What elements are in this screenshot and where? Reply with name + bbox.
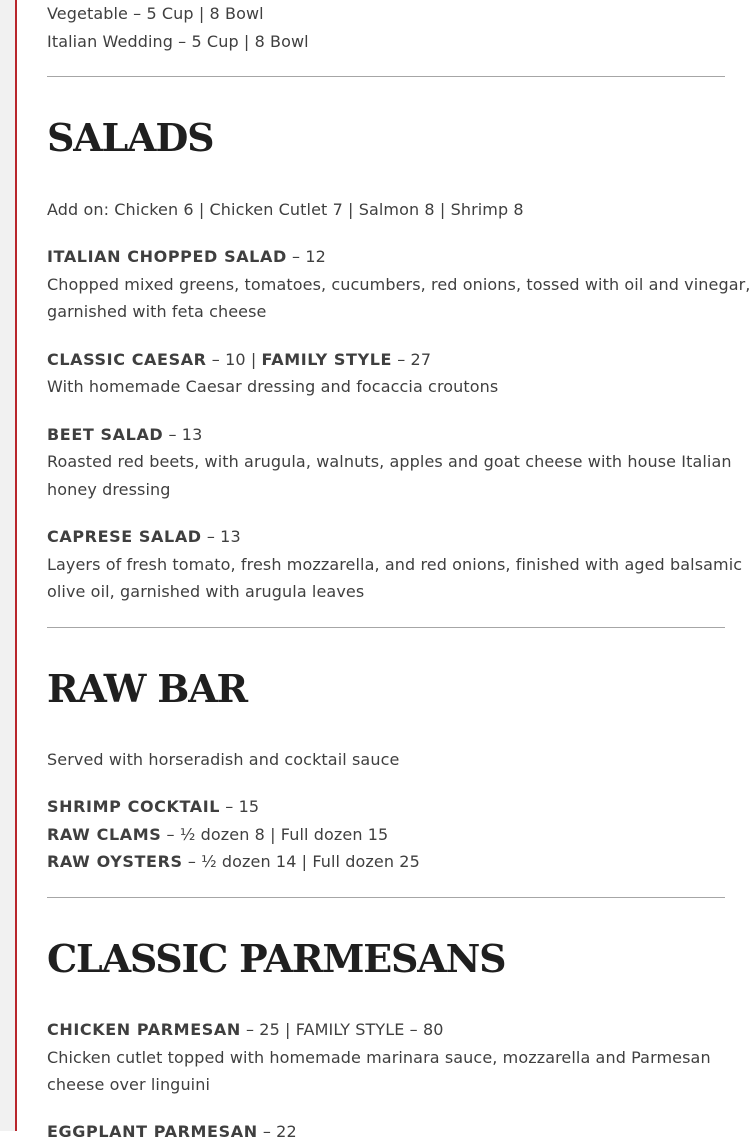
item-description: honey dressing (47, 480, 171, 499)
menu-item-beet-salad (47, 425, 202, 445)
item-price: – 13 (163, 425, 203, 444)
item-price: – ½ dozen 8 | Full dozen 15 (161, 825, 389, 844)
item-description: Chopped mixed greens, tomatoes, cucumbers, red onions, tossed with oil and vinegar, (47, 275, 750, 294)
menu-item-caprese-salad (47, 527, 241, 547)
item-name: RAW OYSTERS (47, 852, 183, 871)
menu-item-vegetable-soup: Vegetable – 5 Cup | 8 Bowl (47, 4, 264, 23)
item-name: SHRIMP COCKTAIL (47, 797, 221, 816)
item-name: EGGPLANT PARMESAN (47, 1122, 258, 1141)
item-price: – 22 (257, 1122, 297, 1141)
menu-item-shrimp-cocktail (47, 797, 259, 817)
item-description: garnished with feta cheese (47, 302, 267, 321)
menu-item-italian-wedding-soup: Italian Wedding – 5 Cup | 8 Bowl (47, 32, 309, 51)
left-gutter (0, 0, 15, 1131)
item-description: With homemade Caesar dressing and focaccia croutons (47, 377, 499, 396)
menu-item-italian-chopped-salad (47, 247, 326, 267)
section-title-classic-parmesans: CLASSIC PARMESANS (47, 936, 506, 981)
item-price: – ½ dozen 14 | Full dozen 25 (182, 852, 420, 871)
menu-item-raw-clams (47, 825, 388, 845)
item-name: CAPRESE SALAD (47, 527, 202, 546)
item-name: BEET SALAD (47, 425, 164, 444)
item-price: – 13 (201, 527, 241, 546)
item-price: – 10 | (206, 350, 262, 369)
menu-item-eggplant-parmesan (47, 1122, 297, 1142)
menu-item-chicken-parmesan (47, 1020, 444, 1040)
item-name: CLASSIC CAESAR (47, 350, 207, 369)
item-description: Roasted red beets, with arugula, walnuts, apples and goat cheese with house Italian (47, 452, 732, 471)
item-price: – 12 (286, 247, 326, 266)
item-name: CHICKEN PARMESAN (47, 1020, 241, 1039)
section-title-salads: SALADS (47, 115, 214, 160)
section-title-raw-bar: RAW BAR (47, 666, 247, 711)
item-name: RAW CLAMS (47, 825, 162, 844)
raw-bar-note: Served with horseradish and cocktail sauce (47, 750, 400, 769)
item-description: cheese over linguini (47, 1075, 211, 1094)
section-divider (47, 627, 725, 628)
item-description: olive oil, garnished with arugula leaves (47, 582, 365, 601)
item-name: ITALIAN CHOPPED SALAD (47, 247, 287, 266)
item-family-style-label: FAMILY STYLE (261, 350, 393, 369)
item-price: – 25 | FAMILY STYLE – 80 (240, 1020, 444, 1039)
salads-addon-note: Add on: Chicken 6 | Chicken Cutlet 7 | Salmon 8 | Shrimp 8 (47, 200, 524, 219)
menu-item-classic-caesar (47, 350, 431, 370)
menu-item-raw-oysters (47, 852, 420, 872)
left-accent-rule (15, 0, 17, 1131)
section-divider (47, 897, 725, 898)
item-price: – 15 (220, 797, 260, 816)
section-divider (47, 76, 725, 77)
item-description: Chicken cutlet topped with homemade marinara sauce, mozzarella and Parmesan (47, 1048, 711, 1067)
item-family-style-price: – 27 (392, 350, 432, 369)
item-description: Layers of fresh tomato, fresh mozzarella, and red onions, finished with aged balsamic (47, 555, 743, 574)
